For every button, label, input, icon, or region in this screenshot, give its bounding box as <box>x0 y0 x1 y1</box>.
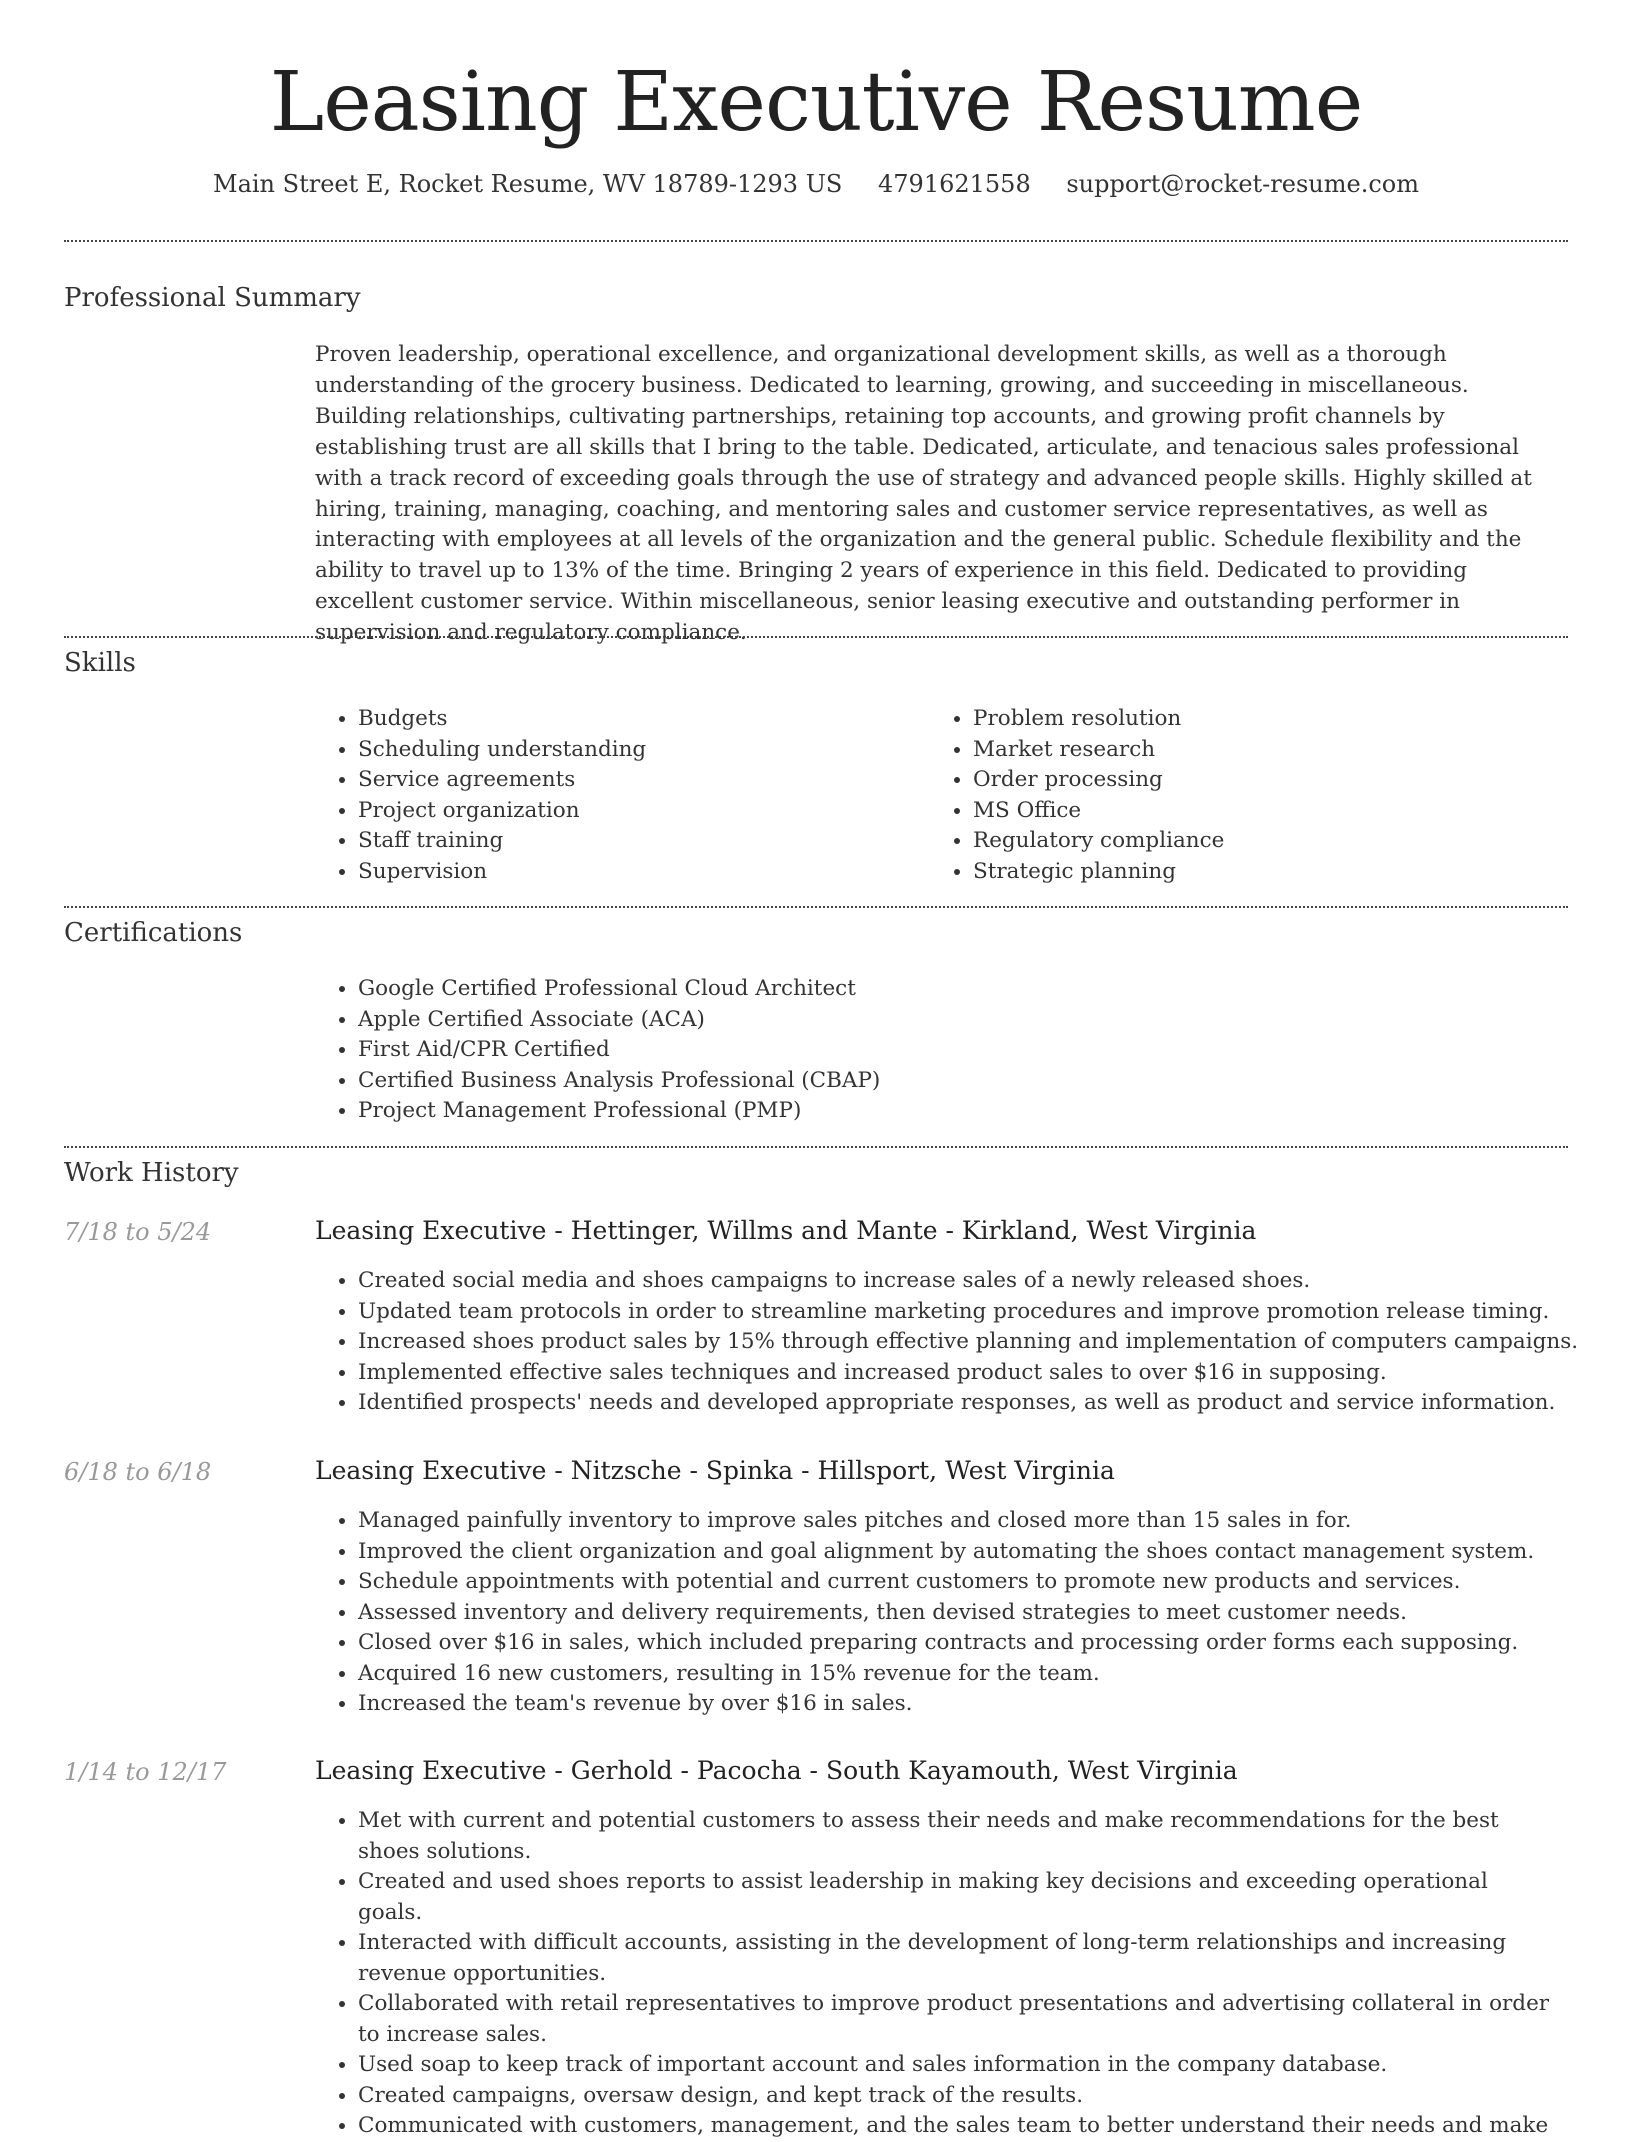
job-bullet: • Implemented effective sales techniques and increased product sales to over $16 in supposing. <box>358 1358 1608 1389</box>
certification-item: • Certified Business Analysis Professional (CBAP) <box>358 1066 1558 1097</box>
job-dates: 6/18 to 6/18 <box>64 1458 212 1486</box>
contact-phone: 4791621558 <box>878 170 1031 198</box>
job-bullet: • Collaborated with retail representatives to improve product presentations and advertising collateral in order to increase sales. <box>358 1989 1558 2050</box>
certification-item: • Apple Certified Associate (ACA) <box>358 1005 1558 1036</box>
summary-text: Proven leadership, operational excellence, and organizational development skills, as well as a thorough understanding of the grocery business. Dedicated to learning, growing, and succeeding in miscellaneous. Building relationships, cultivating partnerships, retaining top accounts, and growing profit channels by establishing trust are all skills that I bring to the table. Dedicated, articulate, and tenacious sales professional with a track record of exceeding goals through the use of strategy and advanced people skills. Highly skilled at hiring, training, managing, coaching, and mentoring sales and customer service representatives, as well as interacting with employees at all levels of the organization and the general public. Schedule flexibility and the ability to travel up to 13% of the time. Bringing 2 years of experience in this field. Dedicated to providing excellent customer service. Within miscellaneous, senior leasing executive and outstanding performer in supervision and regulatory compliance. <box>315 342 1532 646</box>
job-bullet: • Met with current and potential customers to assess their needs and make recommendations for the best shoes solutions. <box>358 1806 1558 1867</box>
skills-list-left <box>314 704 918 887</box>
job-title: Leasing Executive - Hettinger, Willms and Mante - Kirkland, West Virginia <box>315 1216 1257 1245</box>
job-bullet: • Interacted with difficult accounts, assisting in the development of long-term relationships and increasing revenue opportunities. <box>358 1928 1558 1989</box>
contact-line <box>0 170 1632 198</box>
job-bullet: • Managed painfully inventory to improve sales pitches and closed more than 15 sales in for. <box>358 1506 1608 1537</box>
skills-list-right <box>929 704 1573 887</box>
skill-item: • Order processing <box>973 765 1573 796</box>
contact-address: Main Street E, Rocket Resume, WV 18789-1293 US <box>213 170 843 198</box>
skill-item: • Market research <box>973 735 1573 766</box>
skill-item: • Project organization <box>358 796 918 827</box>
skill-item: • Problem resolution <box>973 704 1573 735</box>
job-bullet: • Acquired 16 new customers, resulting in 15% revenue for the team. <box>358 1659 1608 1690</box>
job-bullets <box>314 1806 1558 2142</box>
skill-item: • Budgets <box>358 704 918 735</box>
skill-item: • Strategic planning <box>973 857 1573 888</box>
certification-item: • Project Management Professional (PMP) <box>358 1096 1558 1127</box>
job-bullets <box>314 1506 1608 1720</box>
job-bullet: • Used soap to keep track of important account and sales information in the company database. <box>358 2050 1558 2081</box>
job-bullet: • Created campaigns, oversaw design, and kept track of the results. <box>358 2081 1558 2112</box>
job-bullet: • Improved the client organization and goal alignment by automating the shoes contact management system. <box>358 1537 1608 1568</box>
section-title-skills: Skills <box>64 648 136 678</box>
job-dates: 1/14 to 12/17 <box>64 1758 227 1786</box>
contact-email: support@rocket-resume.com <box>1066 170 1419 198</box>
job-bullets <box>314 1266 1608 1419</box>
certification-item: • Google Certified Professional Cloud Architect <box>358 974 1558 1005</box>
section-title-work-history: Work History <box>64 1158 239 1188</box>
resume-title: Leasing Executive Resume <box>269 55 1363 150</box>
certifications-list <box>314 974 1558 1127</box>
job-bullet: • Schedule appointments with potential and current customers to promote new products and services. <box>358 1567 1608 1598</box>
certification-item: • First Aid/CPR Certified <box>358 1035 1558 1066</box>
skill-item: • Service agreements <box>358 765 918 796</box>
job-bullet: • Updated team protocols in order to streamline marketing procedures and improve promotion release timing. <box>358 1297 1608 1328</box>
job-title: Leasing Executive - Gerhold - Pacocha - South Kayamouth, West Virginia <box>315 1756 1238 1785</box>
section-title-summary: Professional Summary <box>64 283 361 313</box>
job-bullet: • Created and used shoes reports to assist leadership in making key decisions and exceeding operational goals. <box>358 1867 1558 1928</box>
job-bullet: • Increased the team's revenue by over $16 in sales. <box>358 1689 1608 1720</box>
skill-item: • Regulatory compliance <box>973 826 1573 857</box>
divider <box>64 240 1568 242</box>
job-bullet: • Created social media and shoes campaigns to increase sales of a newly released shoes. <box>358 1266 1608 1297</box>
job-title: Leasing Executive - Nitzsche - Spinka - Hillsport, West Virginia <box>315 1456 1115 1485</box>
job-bullet: • Closed over $16 in sales, which included preparing contracts and processing order forms each supposing. <box>358 1628 1608 1659</box>
job-bullet: • Assessed inventory and delivery requirements, then devised strategies to meet customer needs. <box>358 1598 1608 1629</box>
skill-item: • Staff training <box>358 826 918 857</box>
divider <box>64 1146 1568 1148</box>
job-bullet: • Increased shoes product sales by 15% through effective planning and implementation of computers campaigns. <box>358 1327 1608 1358</box>
divider <box>64 636 1568 638</box>
skill-item: • Supervision <box>358 857 918 888</box>
skill-item: • Scheduling understanding <box>358 735 918 766</box>
divider <box>64 906 1568 908</box>
job-dates: 7/18 to 5/24 <box>64 1218 212 1246</box>
section-title-certifications: Certifications <box>64 918 243 948</box>
job-bullet: • Identified prospects' needs and developed appropriate responses, as well as product and service information. <box>358 1388 1608 1419</box>
skill-item: • MS Office <box>973 796 1573 827</box>
job-bullet: • Communicated with customers, management, and the sales team to better understand their needs and make <box>358 2111 1558 2142</box>
